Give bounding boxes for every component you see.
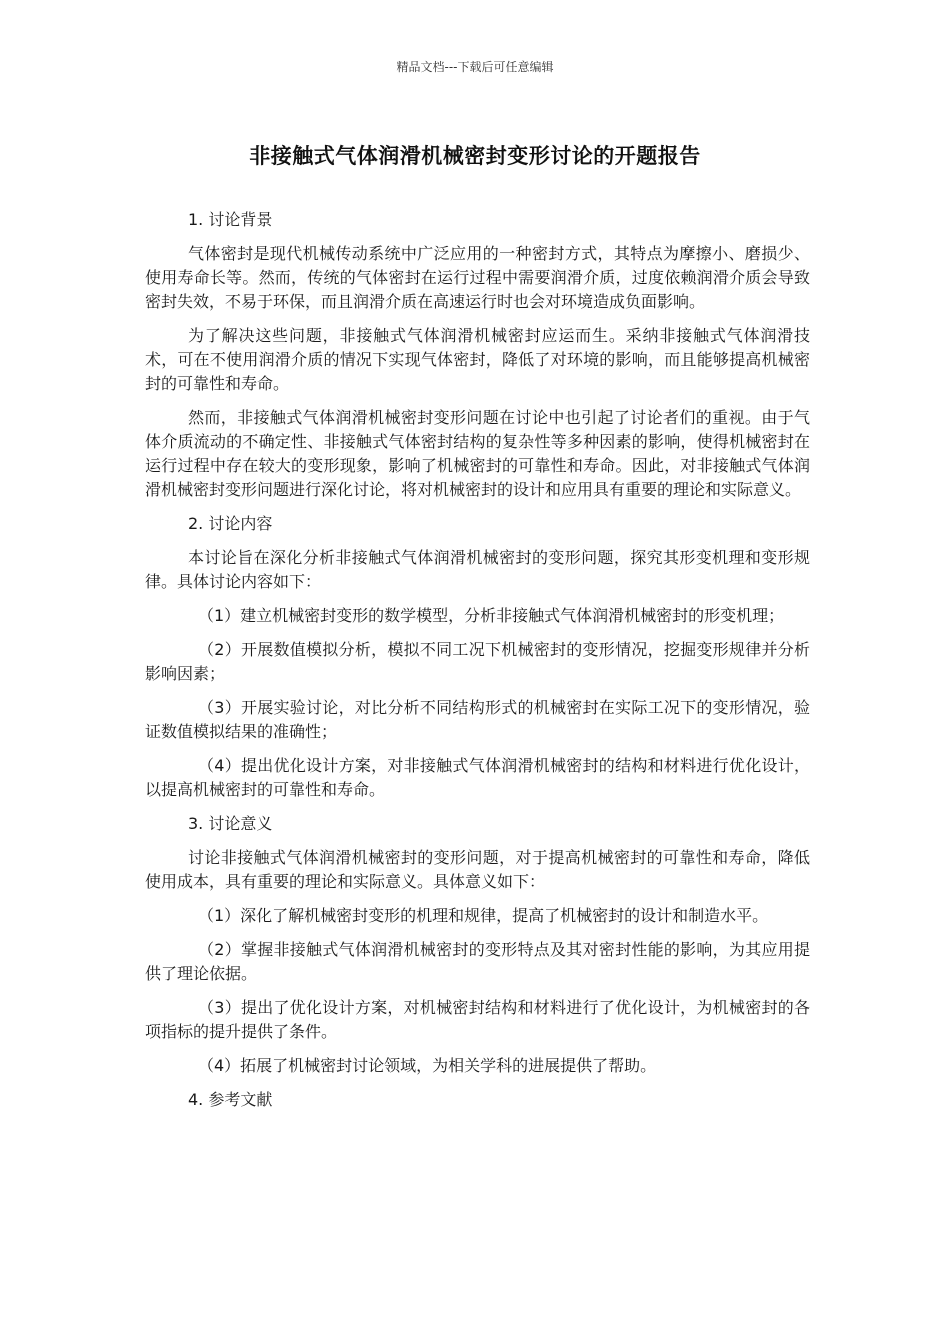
document-body bbox=[145, 208, 810, 1122]
list-item: （2）掌握非接触式气体润滑机械密封的变形特点及其对密封性能的影响，为其应用提供了理论依据。 bbox=[145, 940, 810, 983]
section-intro: 讨论非接触式气体润滑机械密封的变形问题，对于提高机械密封的可靠性和寿命，降低使用成本，具有重要的理论和实际意义。具体意义如下： bbox=[145, 848, 810, 891]
header-note: 精品文档---下载后可任意编辑 bbox=[396, 60, 554, 74]
list-item: （3）开展实验讨论，对比分析不同结构形式的机械密封在实际工况下的变形情况，验证数值模拟结果的准确性； bbox=[145, 698, 810, 741]
paragraph: 然而，非接触式气体润滑机械密封变形问题在讨论中也引起了讨论者们的重视。由于气体介质流动的不确定性、非接触式气体密封结构的复杂性等多种因素的影响，使得机械密封在运行过程中存在较大的变形现象，影响了机械密封的可靠性和寿命。因此，对非接触式气体润滑机械密封变形问题进行深化讨论，将对机械密封的设计和应用具有重要的理论和实际意义。 bbox=[145, 408, 810, 499]
paragraph: 为了解决这些问题，非接触式气体润滑机械密封应运而生。采纳非接触式气体润滑技术，可在不使用润滑介质的情况下实现气体密封，降低了对环境的影响，而且能够提高机械密封的可靠性和寿命。 bbox=[145, 326, 810, 393]
list-item: （1）建立机械密封变形的数学模型，分析非接触式气体润滑机械密封的形变机理； bbox=[198, 606, 785, 625]
section-heading-background: 1. 讨论背景 bbox=[188, 210, 273, 229]
section-heading-references: 4. 参考文献 bbox=[188, 1090, 273, 1109]
section-intro: 本讨论旨在深化分析非接触式气体润滑机械密封的变形问题，探究其形变机理和变形规律。具体讨论内容如下： bbox=[145, 548, 810, 591]
list-item: （3）提出了优化设计方案，对机械密封结构和材料进行了优化设计，为机械密封的各项指标的提升提供了条件。 bbox=[145, 998, 810, 1041]
list-item: （4）拓展了机械密封讨论领域，为相关学科的进展提供了帮助。 bbox=[198, 1056, 657, 1075]
section-heading-significance: 3. 讨论意义 bbox=[188, 814, 273, 833]
list-item: （2）开展数值模拟分析，模拟不同工况下机械密封的变形情况，挖掘变形规律并分析影响因素； bbox=[145, 640, 810, 683]
section-heading-content: 2. 讨论内容 bbox=[188, 514, 273, 533]
list-item: （4）提出优化设计方案，对非接触式气体润滑机械密封的结构和材料进行优化设计，以提高机械密封的可靠性和寿命。 bbox=[145, 756, 810, 799]
list-item: （1）深化了解机械密封变形的机理和规律，提高了机械密封的设计和制造水平。 bbox=[198, 906, 769, 925]
paragraph: 气体密封是现代机械传动系统中广泛应用的一种密封方式，其特点为摩擦小、磨损少、使用寿命长等。然而，传统的气体密封在运行过程中需要润滑介质，过度依赖润滑介质会导致密封失效，不易于环保，而且润滑介质在高速运行时也会对环境造成负面影响。 bbox=[145, 244, 810, 311]
document-title: 非接触式气体润滑机械密封变形讨论的开题报告 bbox=[249, 144, 701, 168]
